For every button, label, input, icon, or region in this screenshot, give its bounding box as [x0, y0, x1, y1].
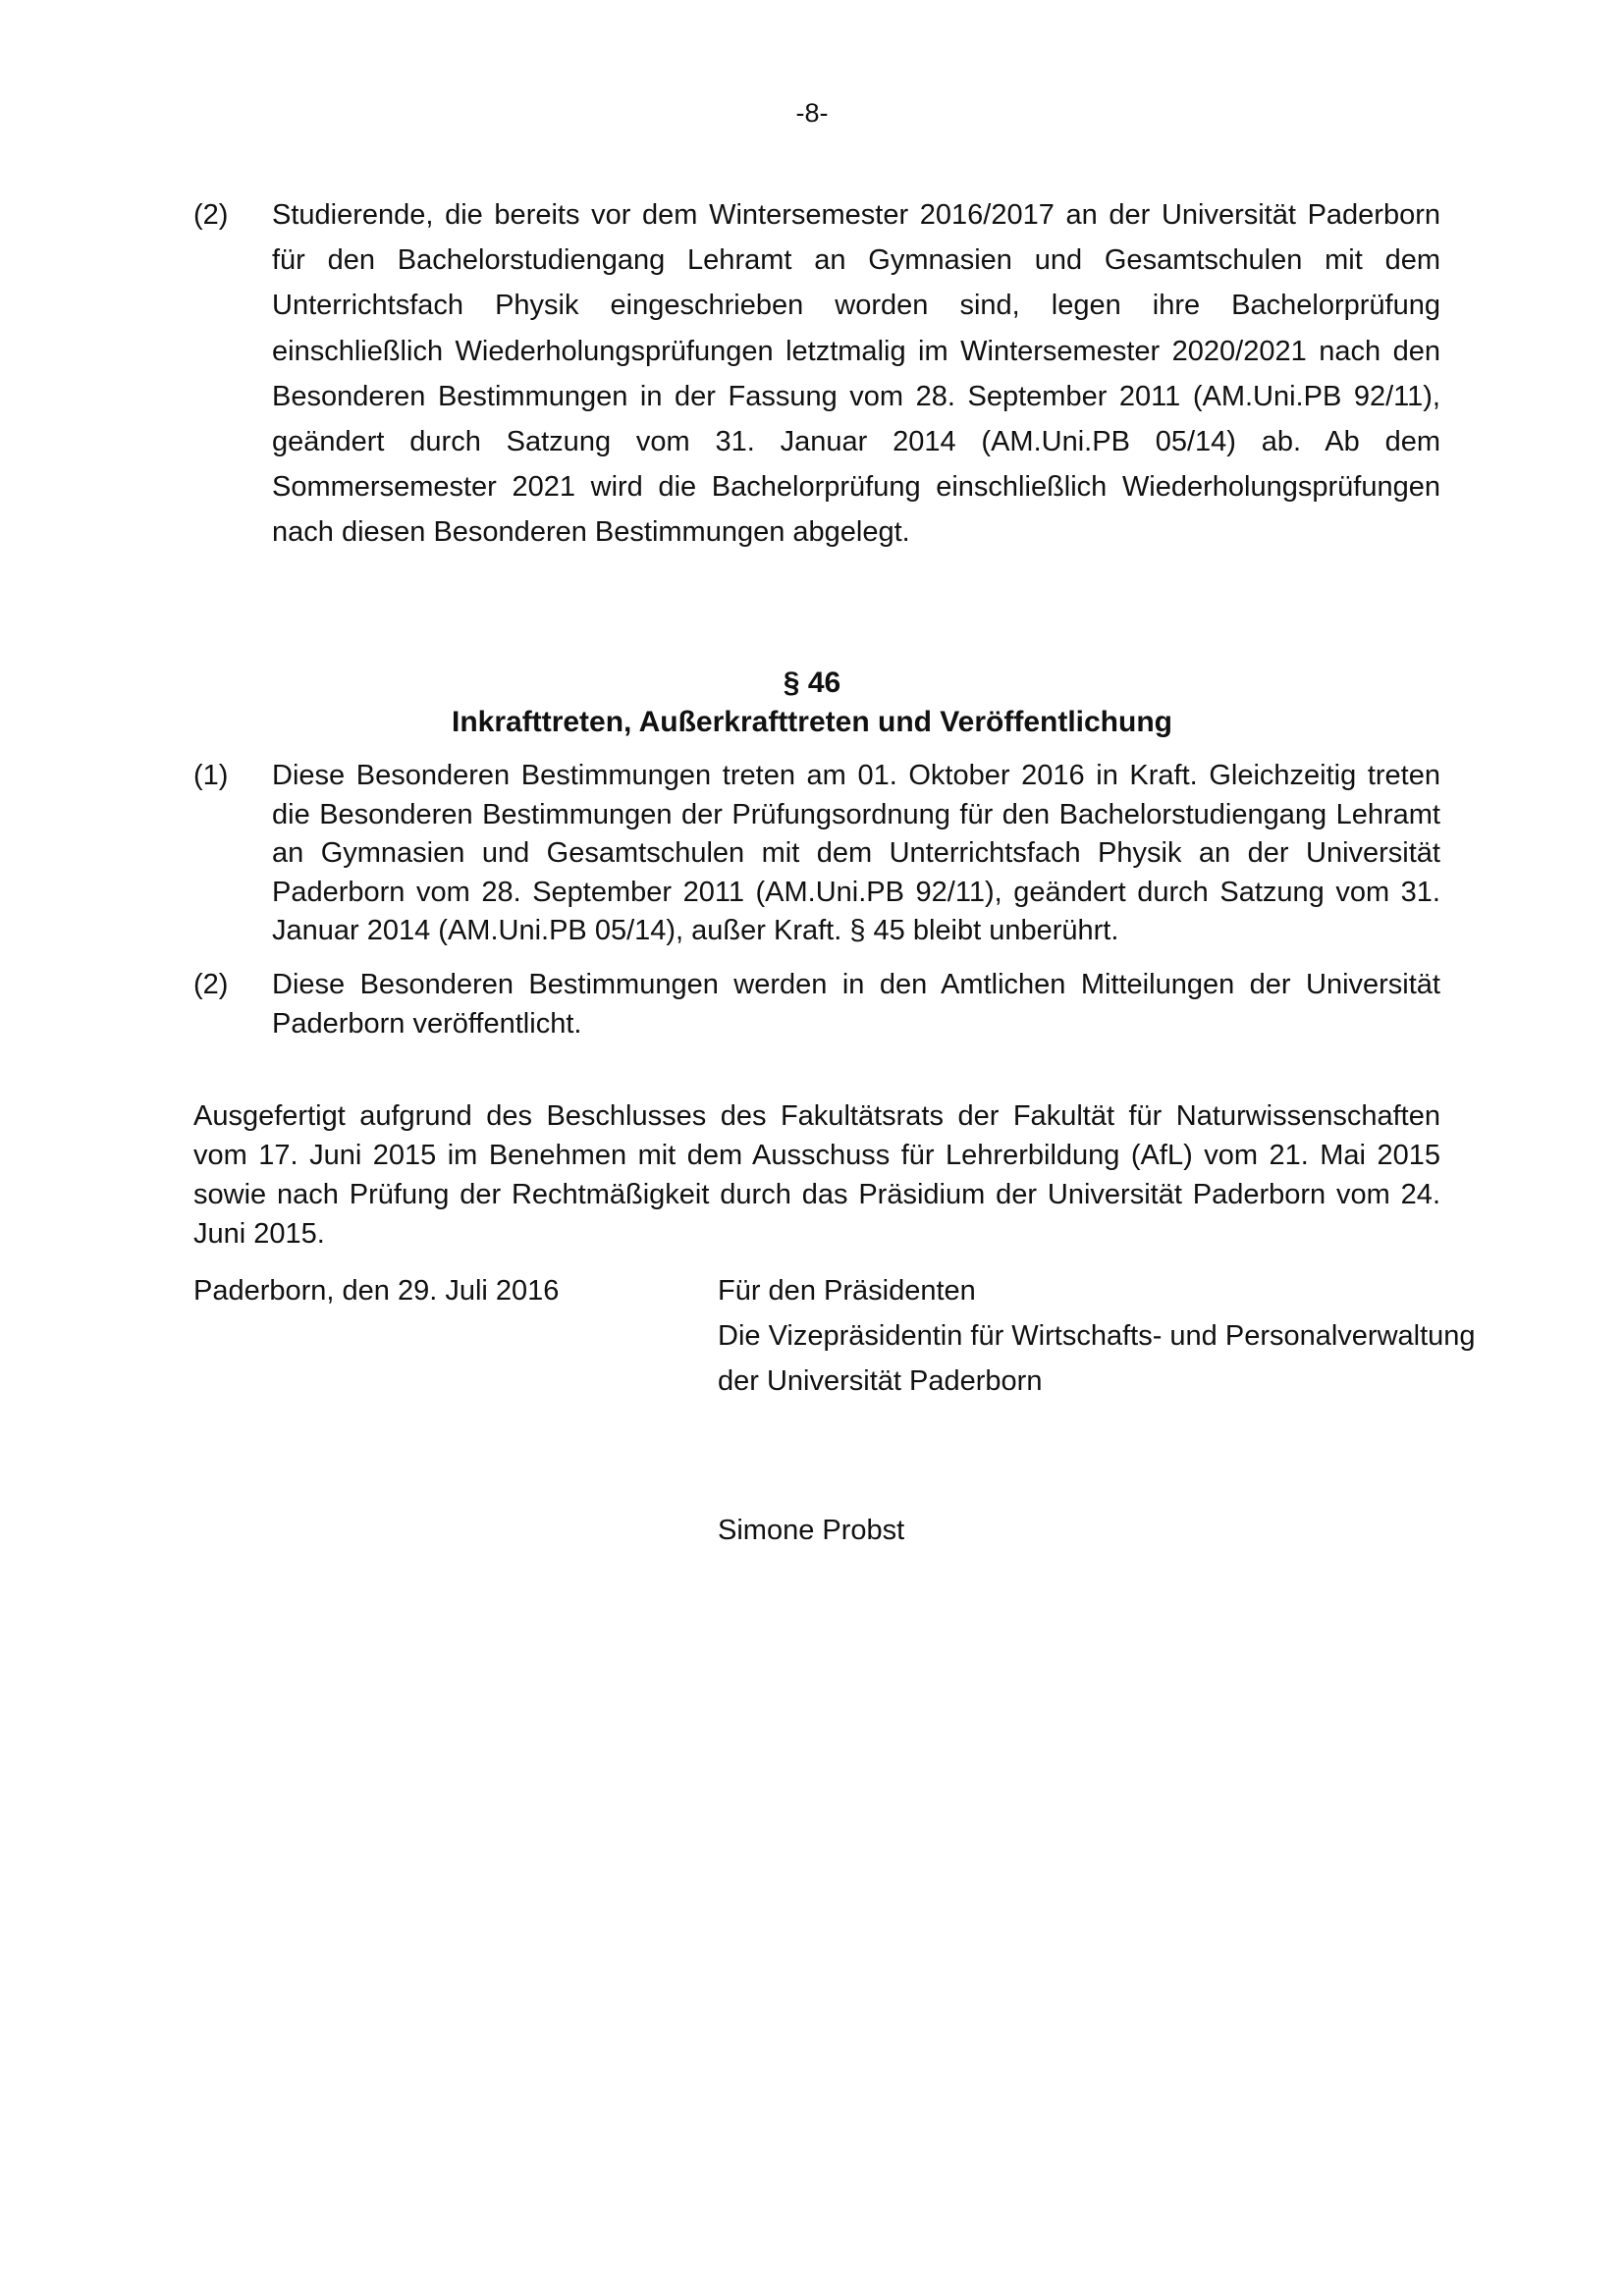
paragraph-number: (2): [193, 199, 229, 231]
signature-line-1: Für den Präsidenten: [718, 1275, 976, 1307]
place-and-date: Paderborn, den 29. Juli 2016: [193, 1275, 560, 1307]
paragraph-text: Studierende, die bereits vor dem Wintersemester 2016/2017 an der Universität Paderborn für den Bachelorstudiengang Lehramt an Gymnasien und Gesamtschulen mit dem Unterrichtsfach Physik eingeschrieben worden sind, legen ihre Bachelorprüfung einschließlich Wiederholungsprüfungen letztmalig im Wintersemester 2020/2021 nach den Besonderen Bestimmungen in der Fassung vom 28. September 2011 (AM.Uni.PB 92/11), geändert durch Satzung vom 31. Januar 2014 (AM.Uni.PB 05/14) ab. Ab dem Sommersemester 2021 wird die Bachelorprüfung einschließlich Wiederholungsprüfungen nach diesen Besonderen Bestimmungen abgelegt.: [272, 199, 1440, 549]
signer-name: Simone Probst: [718, 1515, 905, 1546]
section-paragraph-2: [193, 966, 1440, 1043]
section-title: Inkrafttreten, Außerkrafttreten und Veröffentlichung: [452, 706, 1172, 738]
transition-paragraph-2: [193, 192, 1440, 556]
paragraph-text: Diese Besonderen Bestimmungen treten am 01. Oktober 2016 in Kraft. Gleichzeitig treten die Besonderen Bestimmungen der Prüfungsordnung für den Bachelorstudiengang Lehramt an Gymnasien und Gesamtschulen mit dem Unterrichtsfach Physik an der Universität Paderborn vom 28. September 2011 (AM.Uni.PB 92/11), geändert durch Satzung vom 31. Januar 2014 (AM.Uni.PB 05/14), außer Kraft. § 45 bleibt unberührt.: [272, 760, 1440, 946]
page-number: -8-: [795, 98, 829, 128]
section-number: § 46: [783, 667, 841, 699]
section-paragraph-1: [193, 757, 1440, 951]
signature-line-2: Die Vizepräsidentin für Wirtschafts- und Personalverwaltung: [718, 1320, 1476, 1352]
section-heading: [0, 664, 1624, 742]
paragraph-number: (2): [193, 969, 229, 1000]
signature-line-3: der Universität Paderborn: [718, 1365, 1043, 1397]
paragraph-text: Diese Besonderen Bestimmungen werden in den Amtlichen Mitteilungen der Universität Paderborn veröffentlicht.: [272, 969, 1440, 1040]
signature-block: [718, 1268, 1476, 1404]
paragraph-number: (1): [193, 760, 229, 791]
closing-statement: Ausgefertigt aufgrund des Beschlusses des Fakultätsrats der Fakultät für Naturwissenschaften vom 17. Juni 2015 im Benehmen mit dem Ausschuss für Lehrerbildung (AfL) vom 21. Mai 2015 sowie nach Prüfung der Rechtmäßigkeit durch das Präsidium der Universität Paderborn vom 24. Juni 2015.: [193, 1100, 1440, 1250]
